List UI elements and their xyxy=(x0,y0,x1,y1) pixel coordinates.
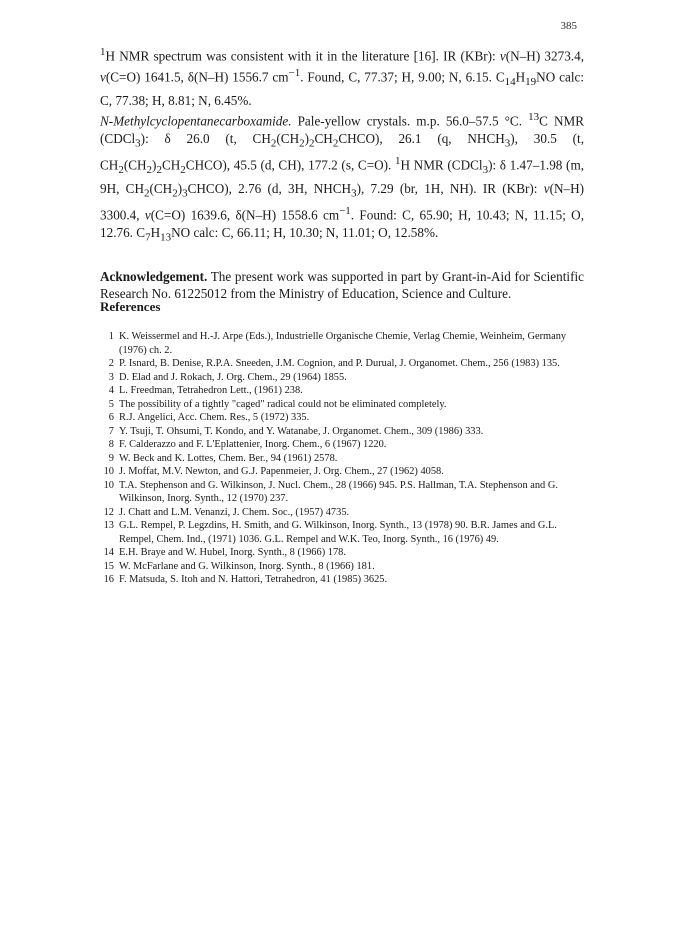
reference-item xyxy=(100,330,584,357)
reference-text: L. Freedman, Tetrahedron Lett., (1961) 238. xyxy=(119,385,303,396)
compound-name: N-Methylcyclopentanecarboxamide. xyxy=(100,113,292,129)
reference-item xyxy=(100,371,584,385)
reference-number: 14 xyxy=(103,547,114,558)
reference-item xyxy=(100,411,584,425)
reference-item xyxy=(100,479,584,506)
references-list xyxy=(100,330,584,587)
reference-text: Y. Tsuji, T. Ohsumi, T. Kondo, and Y. Watanabe, J. Organomet. Chem., 309 (1986) 333. xyxy=(119,425,484,437)
acknowledgement-paragraph: Acknowledgement. The present work was supported in part by Grant-in-Aid for Scientific Research No. 61225012 from the Ministry of Education, Science and Culture. xyxy=(100,268,584,302)
reference-item xyxy=(100,438,584,452)
nmr-ir-paragraph: $^1$H NMR spectrum was consistent with it in the literature [16]. IR (KBr): ν(N–H) 3273.4, ν(C=O) 1641.5, δ(N–H) 1556.7 $cm^{-1}$. Found, C, 77.37; H, 9.00; N, 6.15. $C_{14}H_{19}NO$ calc: C, 77.38; H, 8.81; N, 6.45%. xyxy=(100,46,584,108)
page-number: 385 xyxy=(560,20,577,32)
reference-text: K. Weissermel and H.-J. Arpe (Eds.), Industrielle Organische Chemie, Verlag Chemie, Weinheim, Germany (1976) ch. 2. xyxy=(119,331,567,356)
reference-number: 1 xyxy=(108,331,114,342)
reference-item xyxy=(100,560,584,574)
acknowledgement-heading: Acknowledgement. xyxy=(100,268,208,284)
reference-item xyxy=(100,519,584,546)
reference-number: 10 xyxy=(103,479,114,491)
reference-text: R.J. Angelici, Acc. Chem. Res., 5 (1972) 335. xyxy=(119,412,310,423)
reference-number: 9 xyxy=(108,452,114,464)
reference-number: 16 xyxy=(103,574,114,585)
compound-paragraph: N-Methylcyclopentanecarboxamide. Pale-yellow crystals. m.p. 56.0–57.5 °C. $^{13}$C NMR (CDCl$_3$): δ 26.0 (t, $CH_2(CH_2)_2CH_2CHCO$), 26.1 (q, $NHCH_3$), 30.5 (t, $CH_2(CH_2)_2CH_2CHCO$), 45.5 (d, CH), 177.2 (s, C=O). $^1$H NMR (CDCl$_3$): δ 1.47–1.98 (m, 9H, $CH_2(CH_2)_3CHCO$), 2.76 (d, 3H, $NHCH_3$), 7.29 (br, 1H, NH). IR (KBr): ν(N–H) 3300.4, ν(C=O) 1639.6, δ(N–H) 1558.6 $cm^{-1}$. Found: C, 65.90; H, 10.43; N, 11.15; O, 12.76. $C_7H_{13}NO$ calc: C, 66.11; H, 10.30; N, 11.01; O, 12.58%. xyxy=(100,111,584,244)
reference-text: D. Elad and J. Rokach, J. Org. Chem., 29 (1964) 1855. xyxy=(119,371,347,383)
reference-item xyxy=(100,357,584,371)
reference-number: 15 xyxy=(103,560,114,572)
reference-item xyxy=(100,573,584,587)
reference-text: F. Calderazzo and F. L'Eplattenier, Inorg. Chem., 6 (1967) 1220. xyxy=(119,439,387,450)
reference-text: T.A. Stephenson and G. Wilkinson, J. Nucl. Chem., 28 (1966) 945. P.S. Hallman, T.A. Stephenson and G. Wilkinson, Inorg. Synth., 12 (1970) 237. xyxy=(119,479,558,504)
reference-number: 5 xyxy=(108,398,114,410)
body-text xyxy=(100,44,584,303)
reference-text: W. Beck and K. Lottes, Chem. Ber., 94 (1961) 2578. xyxy=(119,452,338,464)
reference-number: 8 xyxy=(108,439,114,450)
reference-text: F. Matsuda, S. Itoh and N. Hattori, Tetrahedron, 41 (1985) 3625. xyxy=(119,574,388,585)
references-heading: References xyxy=(100,299,161,314)
reference-number: 7 xyxy=(108,425,114,437)
reference-item xyxy=(100,546,584,560)
reference-number: 13 xyxy=(103,520,114,531)
reference-item xyxy=(100,398,584,412)
reference-item xyxy=(100,452,584,466)
reference-text: E.H. Braye and W. Hubel, Inorg. Synth., 8 (1966) 178. xyxy=(119,547,346,558)
reference-text: J. Moffat, M.V. Newton, and G.J. Papenmeier, J. Org. Chem., 27 (1962) 4058. xyxy=(119,466,444,477)
reference-number: 2 xyxy=(108,358,114,369)
reference-text: The possibility of a tightly "caged" radical could not be eliminated completely. xyxy=(119,398,447,410)
reference-number: 10 xyxy=(103,466,114,477)
reference-item xyxy=(100,465,584,479)
reference-text: W. McFarlane and G. Wilkinson, Inorg. Synth., 8 (1966) 181. xyxy=(119,560,375,572)
reference-text: J. Chatt and L.M. Venanzi, J. Chem. Soc., (1957) 4735. xyxy=(119,506,350,518)
reference-item xyxy=(100,425,584,439)
reference-text: P. Isnard, B. Denise, R.P.A. Sneeden, J.M. Cognion, and P. Durual, J. Organomet. Chem., 256 (1983) 135. xyxy=(119,358,560,369)
reference-number: 4 xyxy=(108,385,114,396)
reference-item xyxy=(100,506,584,520)
reference-text: G.L. Rempel, P. Legzdins, H. Smith, and G. Wilkinson, Inorg. Synth., 13 (1978) 90. B.R. James and G.L. Rempel, Chem. Ind., (1971) 1036. G.L. Rempel and W.K. Teo, Inorg. Synth., 16 (1976) 49. xyxy=(119,520,557,545)
reference-number: 6 xyxy=(108,412,114,423)
reference-item xyxy=(100,384,584,398)
reference-number: 12 xyxy=(103,506,114,518)
reference-number: 3 xyxy=(108,371,114,383)
